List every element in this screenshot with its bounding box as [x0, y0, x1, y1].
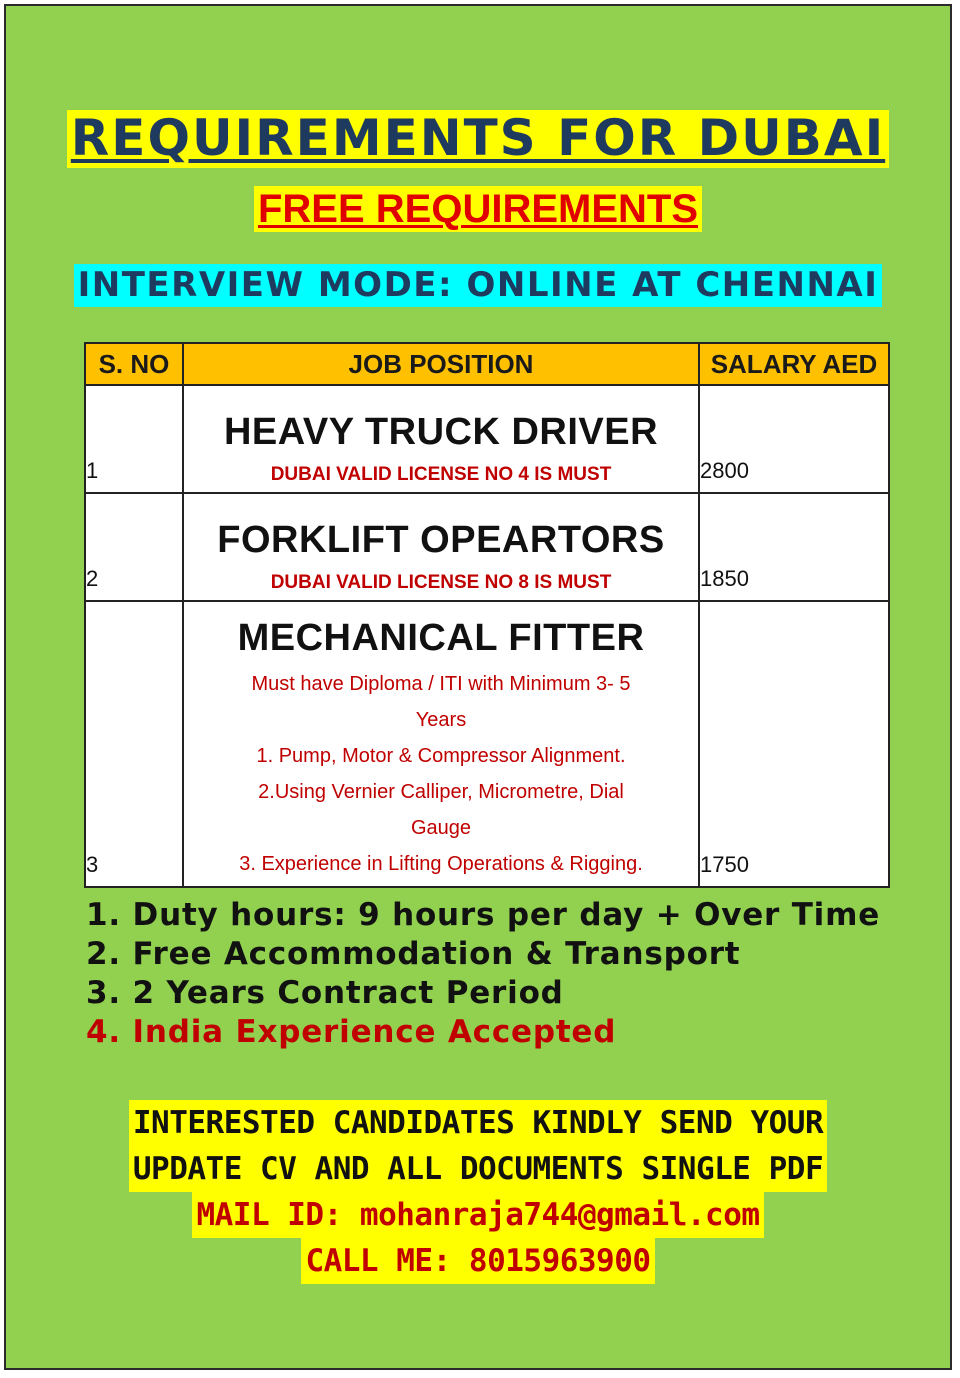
row-sno: 1 [85, 385, 183, 493]
contact-line: UPDATE CV AND ALL DOCUMENTS SINGLE PDF [129, 1146, 827, 1192]
row-salary: 1850 [699, 493, 889, 601]
position-name: FORKLIFT OPEARTORS [217, 519, 665, 561]
jobs-table [84, 342, 890, 888]
term-item: 3. 2 Years Contract Period [86, 975, 564, 1011]
interview-mode: INTERVIEW MODE: ONLINE AT CHENNAI [74, 264, 883, 307]
term-item: 2. Free Accommodation & Transport [86, 936, 741, 972]
position-requirement: DUBAI VALID LICENSE NO 4 IS MUST [270, 464, 612, 485]
requirement-line: 2.Using Vernier Calliper, Micrometre, Dial [258, 781, 624, 803]
header-salary: SALARY AED [699, 343, 889, 385]
interview-mode-block [6, 264, 950, 307]
requirement-line: Gauge [410, 817, 472, 839]
poster [4, 4, 952, 1370]
row-position-cell [183, 493, 699, 601]
position-name: HEAVY TRUCK DRIVER [223, 411, 659, 453]
term-item: 4. India Experience Accepted [86, 1014, 617, 1050]
requirement-line: Years [415, 709, 467, 731]
table-row [85, 493, 889, 601]
page-subtitle: FREE REQUIREMENTS [254, 186, 702, 232]
table-row [85, 601, 889, 887]
contact-line: INTERESTED CANDIDATES KINDLY SEND YOUR [129, 1100, 827, 1146]
header-job-position: JOB POSITION [183, 343, 699, 385]
row-position-cell [183, 385, 699, 493]
header-sno: S. NO [85, 343, 183, 385]
row-position-cell [183, 601, 699, 887]
position-requirements-list [184, 666, 698, 882]
contact-email: MAIL ID: mohanraja744@gmail.com [192, 1192, 763, 1238]
row-salary: 1750 [699, 601, 889, 887]
row-sno: 3 [85, 601, 183, 887]
table-row [85, 385, 889, 493]
requirement-line: Must have Diploma / ITI with Minimum 3- 5 [251, 673, 631, 695]
position-requirement: DUBAI VALID LICENSE NO 8 IS MUST [270, 572, 612, 593]
page-title: REQUIREMENTS FOR DUBAI [67, 110, 889, 168]
term-item: 1. Duty hours: 9 hours per day + Over Time [86, 897, 881, 933]
requirement-line: 3. Experience in Lifting Operations & Rigging. [239, 853, 643, 875]
title-block [6, 110, 950, 168]
requirement-line: 1. Pump, Motor & Compressor Alignment. [256, 745, 626, 767]
position-name: MECHANICAL FITTER [237, 617, 645, 659]
contact-phone: CALL ME: 8015963900 [301, 1238, 654, 1284]
contact-block [6, 1100, 950, 1284]
subtitle-block [6, 186, 950, 232]
row-sno: 2 [85, 493, 183, 601]
table-header-row [85, 343, 889, 385]
terms-list [86, 896, 880, 1052]
row-salary: 2800 [699, 385, 889, 493]
